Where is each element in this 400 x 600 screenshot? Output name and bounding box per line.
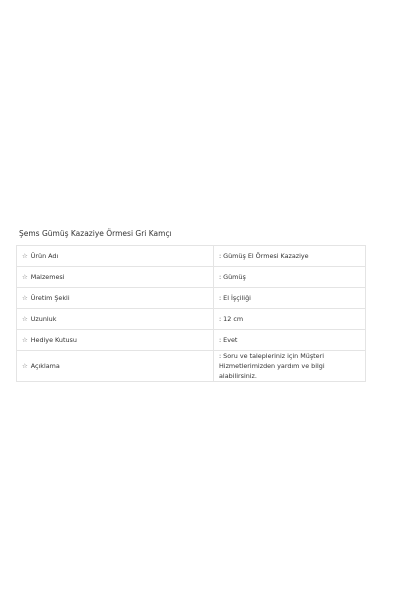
spec-value-cell [214,288,366,309]
star-icon: ☆ [22,273,28,281]
table-row [17,288,366,309]
table-row [17,309,366,330]
table-row [17,246,366,267]
spec-key: Ürün Adı [30,252,59,260]
spec-value-cell [214,351,366,382]
spec-key: Üretim Şekli [30,294,70,302]
spec-key: Hediye Kutusu [30,336,77,344]
spec-key-cell [17,351,214,382]
spec-value-cell [214,246,366,267]
spec-key: Malzemesi [30,273,65,281]
table-row [17,330,366,351]
table-row [17,351,366,382]
spec-value: : Gümüş El Örmesi Kazaziye [219,252,309,260]
spec-key-cell [17,246,214,267]
spec-key-cell [17,288,214,309]
spec-value: : Soru ve talepleriniz için Müşteri Hizmetlerimizden yardım ve bilgi alabilirsiniz. [219,352,325,380]
spec-key-cell [17,309,214,330]
spec-key: Açıklama [30,362,60,370]
star-icon: ☆ [22,252,28,260]
star-icon: ☆ [22,294,28,302]
spec-value-cell [214,267,366,288]
spec-value: : El İşçiliği [219,294,251,302]
spec-value: : 12 cm [219,315,244,323]
spec-key: Uzunluk [30,315,57,323]
star-icon: ☆ [22,362,28,370]
spec-value-cell [214,330,366,351]
star-icon: ☆ [22,315,28,323]
table-row [17,267,366,288]
spec-value: : Gümüş [219,273,246,281]
spec-value: : Evet [219,336,238,344]
spec-key-cell [17,330,214,351]
product-detail-block [16,228,366,382]
spec-key-cell [17,267,214,288]
star-icon: ☆ [22,336,28,344]
spec-value-cell [214,309,366,330]
spec-table [16,245,366,382]
product-title: Şems Gümüş Kazaziye Örmesi Gri Kamçı [19,229,172,238]
